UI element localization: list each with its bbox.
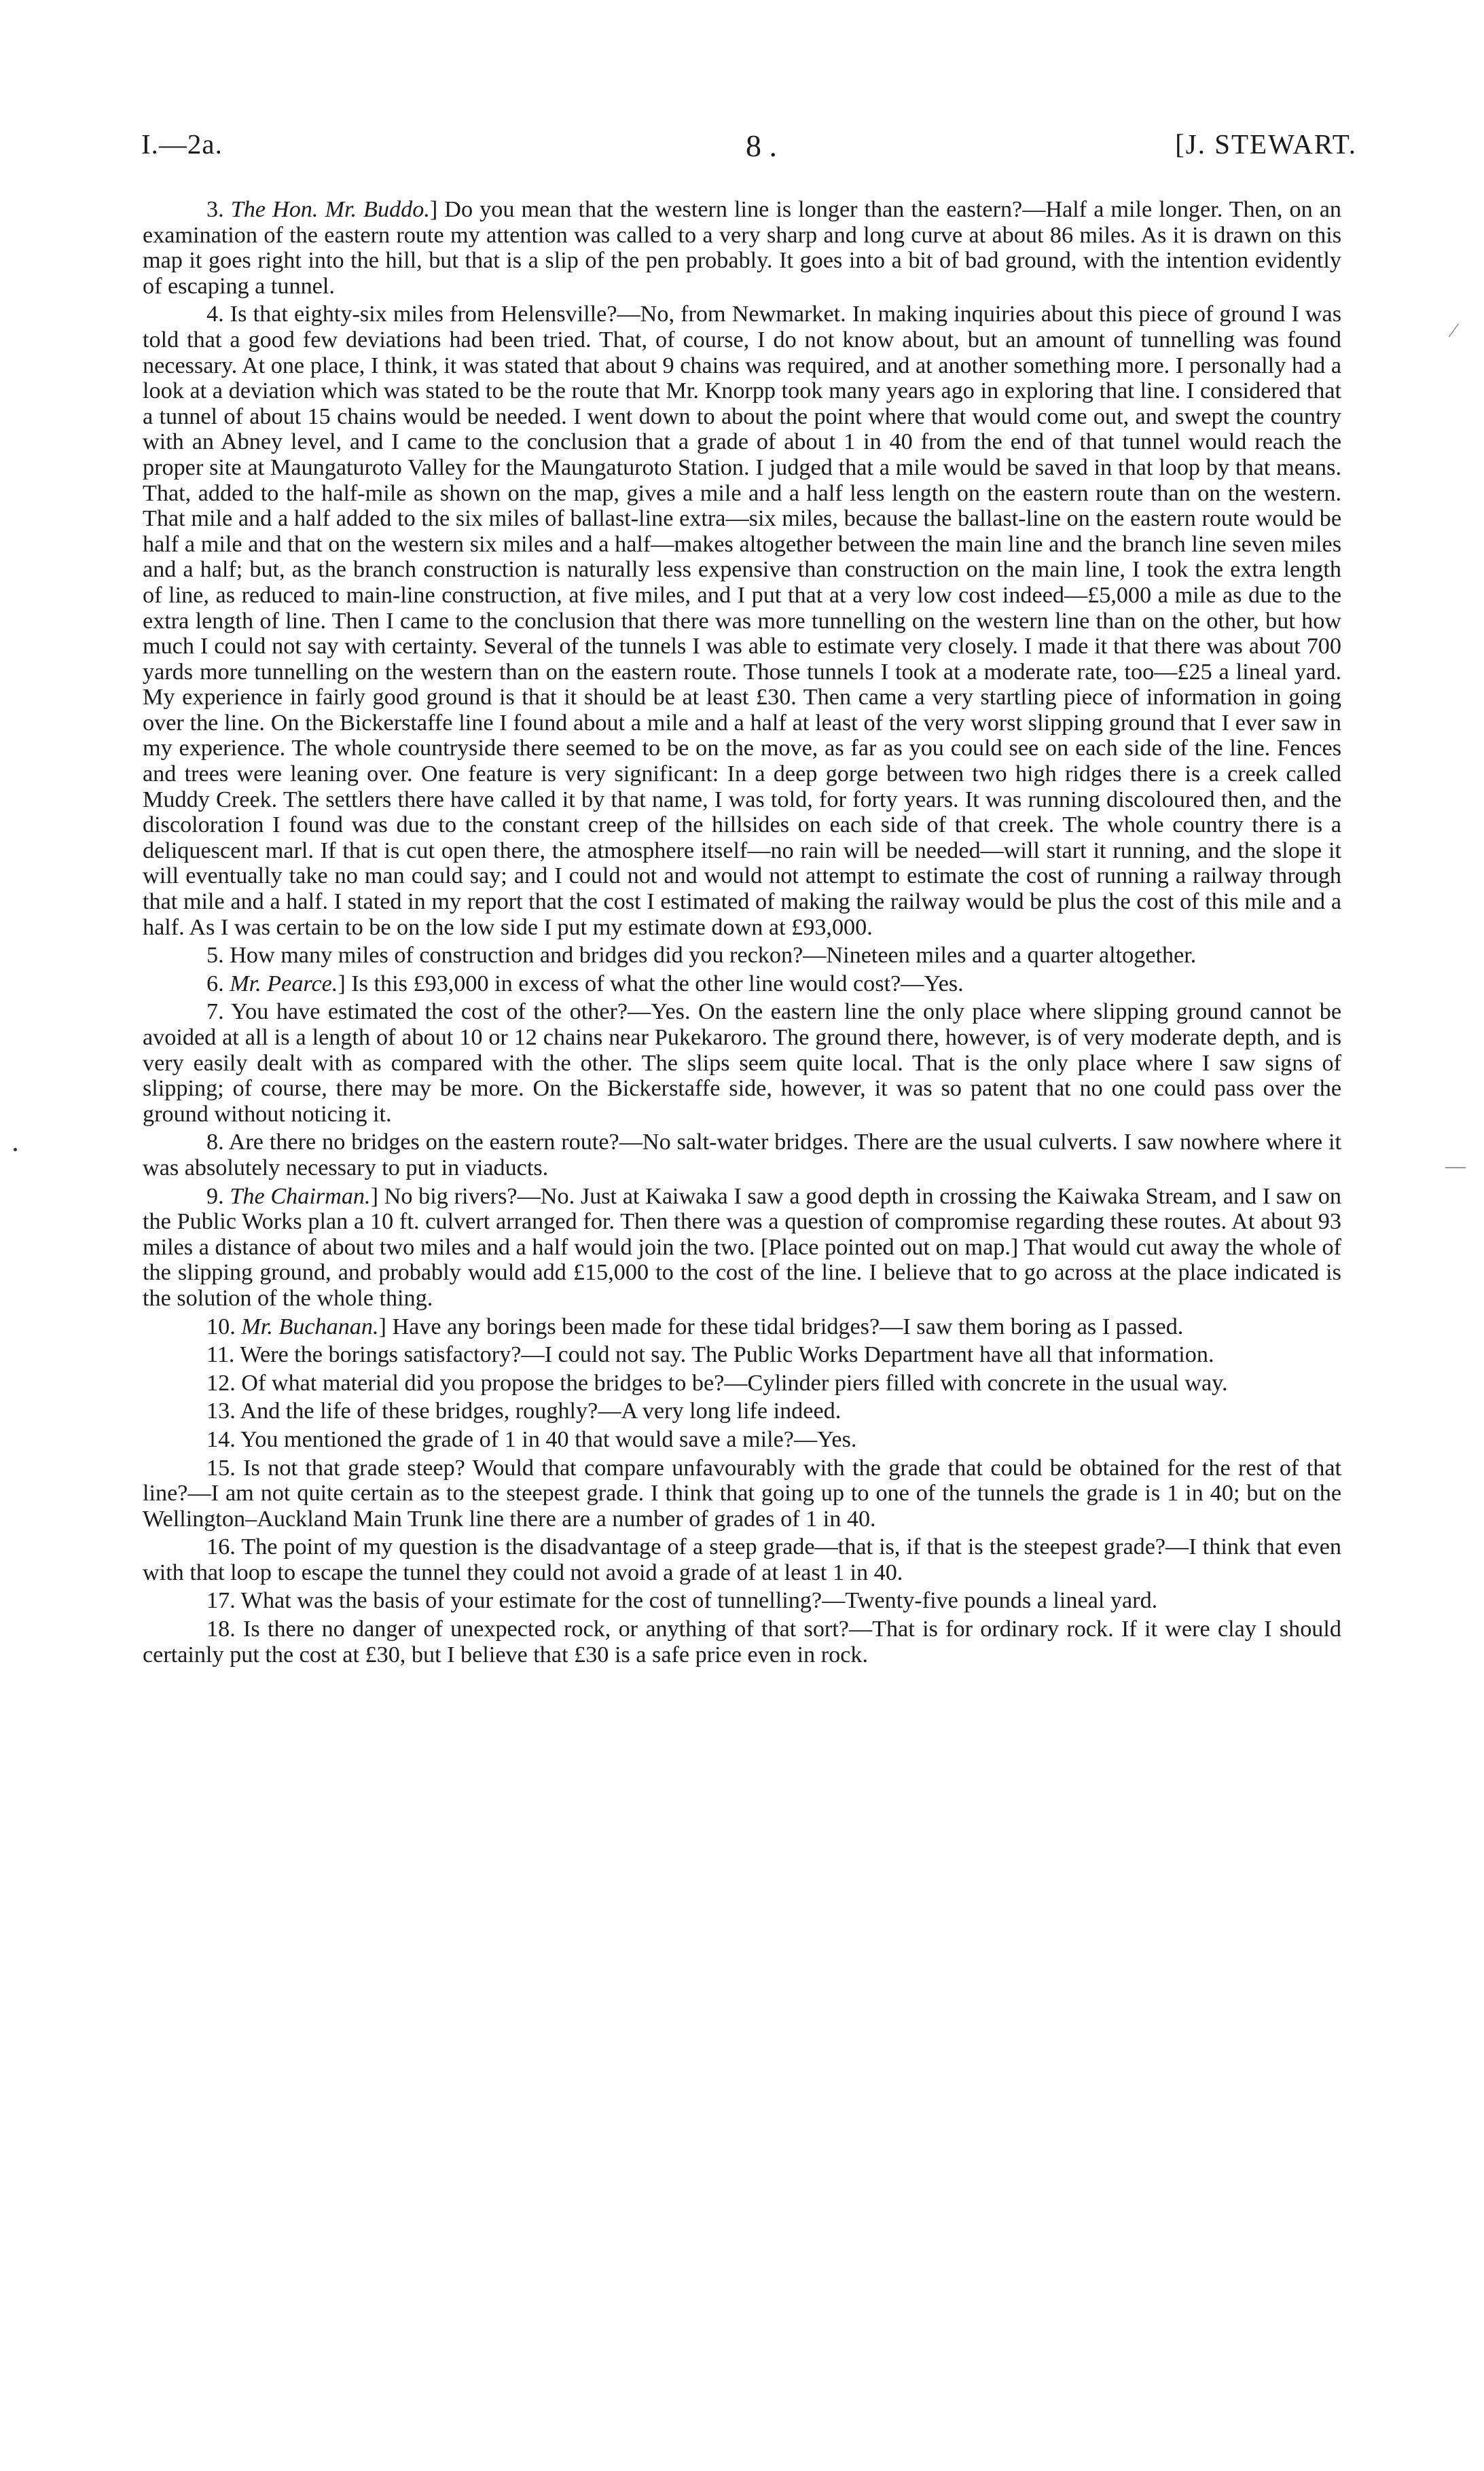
paragraph-text: Is not that grade steep? Would that compare unfavourably with the grade that could be obtained for the rest of that line?—I am not quite certain as to the steepest grade. I think that going up to one of the tunnels the grade is 1 in 40; but on the Wellington–Auckland Main Trunk line there are a number of grades of 1 in 40. (143, 1455, 1341, 1532)
paragraph-text: ] No big rivers?—No. Just at Kaiwaka I saw a good depth in crossing the Kaiwaka Stream, and I saw on the Public Works plan a 10 ft. culvert arranged for. Then there was a question of compromise regarding these routes. At about 93 miles a distance of about two miles and a half would join the two. [Place pointed out on map.] That would cut away the whole of the slipping ground, and probably would add £15,000 to the cost of the line. I believe that to go across at the place indicated is the solution of the whole thing. (143, 1183, 1341, 1311)
paragraph-text: ] Have any borings been made for these tidal bridges?—I saw them boring as I passed. (378, 1314, 1184, 1339)
paragraph-text: Are there no bridges on the eastern route?—No salt-water bridges. There are the usual culverts. I saw nowhere where it was absolutely necessary to put in viaducts. (143, 1130, 1341, 1180)
paragraph (143, 197, 1341, 299)
paragraph (143, 1130, 1341, 1180)
witness-name: [J. STEWART. (1175, 128, 1357, 160)
question-number: 18. (206, 1617, 236, 1642)
paragraph (143, 1399, 1341, 1424)
question-number: 15. (206, 1455, 236, 1481)
paragraph-text: Is that eighty-six miles from Helensville?—No, from Newmarket. In making inquiries about this piece of ground I was told that a good few deviations had been tried. That, of course, I do not know about, but an amount of tunnelling was found necessary. At one place, I think, it was stated that about 9 chains was required, and at another something more. I personally had a look at a deviation which was stated to be the route that Mr. Knorpp took many years ago in exploring that line. I considered that a tunnel of about 15 chains would be needed. I went down to about the point where that would come out, and swept the country with an Abney level, and I came to the conclusion that a grade of about 1 in 40 from the end of that tunnel would reach the proper site at Maungaturoto Valley for the Maungaturoto Station. I judged that a mile would be saved in that loop by that means. That, added to the half-mile as shown on the map, gives a mile and a half less length on the eastern route than on the western. That mile and a half added to the six miles of ballast-line extra—six miles, because the ballast-line on the eastern route would be half a mile and that on the western six miles and a half—makes altogether between the main line and the branch line seven miles and a half; but, as the branch construction is naturally less expensive than construction on the main line, I took the extra length of line, as reduced to main-line construction, at five miles, and I put that at a very low cost indeed—£5,000 a mile as due to the extra length of line. Then I came to the conclusion that there was more tunnelling on the western line than on the other, but how much I could not say with certainty. Several of the tunnels I was able to estimate very closely. I made it that there was about 700 yards more tunnelling on the western than on the eastern route. Those tunnels I took at a moderate rate, too—£25 a lineal yard. My experience in fairly good ground is that it should be at least £30. Then came a very startling piece of information in going over the line. On the Bickerstaffe line I found about a mile and a half at least of the very worst slipping ground that I ever saw in my experience. The whole countryside there seemed to be on the move, as far as you could see on each side of the line. Fences and trees were leaning over. One feature is very significant: In a deep gorge between two high ridges there is a creek called Muddy Creek. The settlers there have called it by that name, I was told, for forty years. It was running discoloured then, and the discoloration I found was due to the constant creep of the hillsides on each side of that creek. The whole country there is a deliquescent marl. If that is cut open there, the atmosphere itself—no rain will be needed—will start it running, and the slope it will eventually take no man could say; and I could not and would not attempt to estimate the cost of running a railway through that mile and a half. I stated in my report that the cost I estimated of making the railway would be plus the cost of this mile and a half. As I was certain to be on the low side I put my estimate down at £93,000. (143, 302, 1342, 940)
question-number: 11. (206, 1342, 235, 1368)
question-number: 8. (206, 1130, 224, 1155)
paragraph (143, 1371, 1341, 1396)
question-number: 17. (206, 1588, 236, 1614)
question-number: 12. (206, 1370, 236, 1396)
paragraph-text: How many miles of construction and bridges did you reckon?—Nineteen miles and a quarter altogether. (230, 943, 1197, 969)
question-number: 7. (206, 999, 224, 1025)
paragraph (143, 1588, 1341, 1614)
paragraph-text: You have estimated the cost of the other?—Yes. On the eastern line the only place where slipping ground cannot be avoided at all is a length of about 10 or 12 chains near Pukekaroro. The ground there, however, is of very moderate depth, and is very easily dealt with as compared with the other. The slips seem quite local. That is the only place where I saw signs of slipping; of course, there may be more. On the Bickerstaffe side, however, it was so patent that no one could pass over the ground without noticing it. (143, 999, 1341, 1127)
paragraph (143, 1456, 1341, 1532)
margin-mark: ⁄ (1452, 319, 1456, 342)
paragraph-text: You mentioned the grade of 1 in 40 that would save a mile?—Yes. (240, 1426, 857, 1452)
paragraph (143, 1427, 1341, 1453)
paragraph-text: ] Is this £93,000 in excess of what the other line would cost?—Yes. (338, 971, 964, 996)
paragraph-text: Were the borings satisfactory?—I could not say. The Public Works Department have all that information. (240, 1342, 1214, 1368)
question-number: 5. (206, 943, 224, 969)
paragraph-text: ] Do you mean that the western line is longer than the eastern?—Half a mile longer. Then, on an examination of the eastern route my attention was called to a very sharp and long curve at about 86 miles. As it is drawn on this map it goes right into the hill, but that is a slip of the pen probably. It goes into a bit of bad ground, with the intention evidently of escaping a tunnel. (143, 197, 1341, 299)
page-header (141, 128, 1357, 168)
question-number: 14. (206, 1426, 236, 1452)
paragraph-text: The point of my question is the disadvantage of a steep grade—that is, if that is the steepest grade?—I think that even with that loop to escape the tunnel they could not avoid a grade of at least 1 in 40. (143, 1534, 1341, 1585)
paragraph-text: And the life of these bridges, roughly?—A very long life indeed. (240, 1399, 841, 1424)
paragraph (143, 1184, 1341, 1312)
scan-speck (14, 1148, 17, 1151)
paragraph-text: Of what material did you propose the bridges to be?—Cylinder piers filled with concrete in the usual way. (241, 1370, 1228, 1396)
paragraph (143, 943, 1341, 969)
paragraph (143, 999, 1341, 1127)
paragraph (143, 1617, 1341, 1667)
speaker: Mr. Buchanan. (241, 1314, 379, 1339)
question-number: 6. (206, 971, 224, 996)
question-number: 13. (206, 1399, 236, 1424)
question-number: 16. (206, 1534, 236, 1560)
question-number: 9. (206, 1183, 224, 1209)
question-number: 10. (206, 1314, 236, 1339)
evidence-body (143, 197, 1341, 1670)
speaker: The Hon. Mr. Buddo. (230, 197, 430, 222)
paper-reference: I.—2a. (141, 128, 223, 160)
question-number: 4. (206, 302, 224, 327)
question-number: 3. (206, 197, 224, 222)
speaker: Mr. Pearce. (230, 971, 338, 996)
paragraph-text: What was the basis of your estimate for the cost of tunnelling?—Twenty-five pounds a lineal yard. (240, 1588, 1158, 1614)
page-number: 8 . (746, 128, 777, 163)
margin-mark: — (1445, 1155, 1466, 1177)
paragraph (143, 1534, 1341, 1585)
paragraph (143, 971, 1341, 997)
paragraph (143, 302, 1341, 940)
paragraph-text: Is there no danger of unexpected rock, or anything of that sort?—That is for ordinary rock. If it were clay I should certainly put the cost at £30, but I believe that £30 is a safe price even in rock. (143, 1617, 1341, 1667)
speaker: The Chairman. (230, 1183, 371, 1209)
paragraph (143, 1314, 1341, 1340)
paragraph (143, 1342, 1341, 1368)
